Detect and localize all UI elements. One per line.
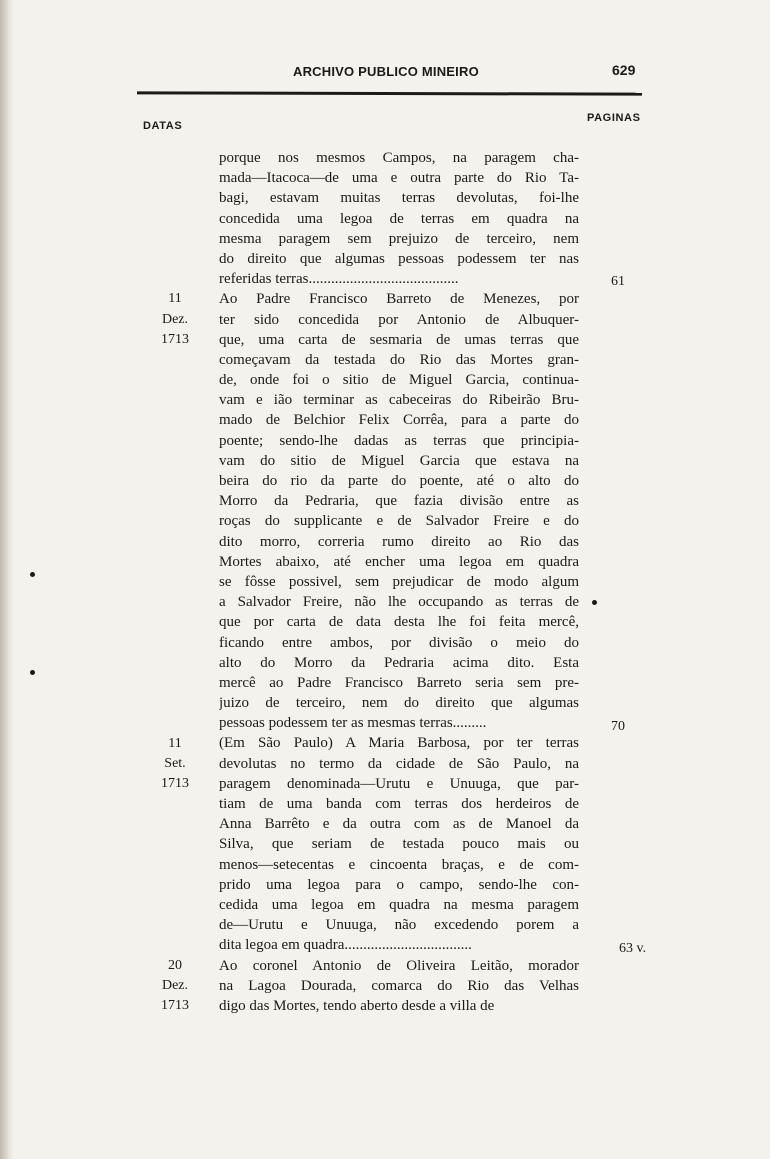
text-line: roças do supplicante e de Salvador Freire e do xyxy=(219,513,579,530)
text-line: concedida uma legoa de terras em quadra na xyxy=(219,210,579,227)
entry-date: 11 xyxy=(168,291,182,307)
entry-date: Dez. xyxy=(161,311,189,327)
page-reference: 63 v. xyxy=(619,940,647,956)
text-line: que por carta de data desta lhe foi feita mercê, xyxy=(219,614,579,631)
text-line: Anna Barrêto e da outra com as de Manoel da xyxy=(219,816,579,833)
text-line: Morro da Pedraria, que fazia divisão entre as xyxy=(219,493,579,510)
pages-column-label: PAGINAS xyxy=(587,112,641,124)
text-line: paragem denominada—Urutu e Unuuga, que par- xyxy=(219,775,579,792)
text-line: começavam da testada do Rio das Mortes gran- xyxy=(219,351,579,368)
entry-date: Dez. xyxy=(161,978,189,994)
text-line: prido uma legoa para o campo, sendo-lhe con- xyxy=(219,876,579,893)
text-line: alto do Morro da Pedraria acima dito. Esta xyxy=(219,654,579,671)
dates-column-label: DATAS xyxy=(143,120,183,132)
text-line: de—Urutu e Unuuga, não excedendo porem a xyxy=(219,917,579,934)
body-text xyxy=(219,148,579,1016)
text-line: porque nos mesmos Campos, na paragem cha- xyxy=(219,150,579,166)
text-line: de, onde foi o sitio de Miguel Garcia, continua- xyxy=(219,372,579,389)
text-line: que, uma carta de sesmaria de umas terras que xyxy=(219,331,579,348)
entry-date: 1713 xyxy=(161,331,189,347)
page-number: 629 xyxy=(612,62,636,78)
text-line: beira do rio da parte do poente, até o alto do xyxy=(219,473,579,489)
entry-date: Set. xyxy=(164,756,186,771)
text-line: Ao Padre Francisco Barreto de Menezes, por xyxy=(219,291,579,308)
text-line: mercê ao Padre Francisco Barreto seria sem pre- xyxy=(219,674,579,691)
text-line: ter sido concedida por Antonio de Albuquer- xyxy=(219,311,579,328)
entry-date: 11 xyxy=(168,735,182,751)
text-line: dito morro, correria rumo direito ao Rio das xyxy=(219,533,579,550)
header-rule xyxy=(137,91,642,95)
text-line: (Em São Paulo) A Maria Barbosa, por ter terras xyxy=(219,735,579,752)
text-line: Ao coronel Antonio de Oliveira Leitão, morador xyxy=(219,957,579,974)
text-line: cedida uma legoa em quadra na mesma paragem xyxy=(219,896,579,913)
text-line: Mortes abaixo, até encher uma legoa em quadra xyxy=(219,553,579,570)
text-line: vam do sitio de Miguel Garcia que estava na xyxy=(219,452,579,469)
entry-date: 1713 xyxy=(161,998,189,1014)
page-edge-shadow xyxy=(0,0,14,1159)
text-line: do direito que algumas pessoas podessem ter nas xyxy=(219,250,579,267)
text-line: referidas terras........................................ xyxy=(219,271,459,288)
text-line: se fôsse possivel, sem prejudicar de modo algum xyxy=(219,573,579,590)
running-title: ARCHIVO PUBLICO MINEIRO xyxy=(293,64,479,79)
text-line: dita legoa em quadra.................................. xyxy=(219,937,472,954)
text-line: menos—setecentas e cincoenta braças, e de com- xyxy=(219,856,579,873)
entry-date: 1713 xyxy=(161,776,189,792)
text-line: juizo de terceiro, nem do direito que algumas xyxy=(219,695,579,712)
entry-date: 20 xyxy=(168,958,182,973)
text-line: Silva, que seriam de testada pouco mais ou xyxy=(219,836,579,853)
page-reference: 61 xyxy=(611,274,625,290)
text-line: mada—Itacoca—de uma e outra parte do Rio Ta- xyxy=(219,170,579,187)
text-line: pessoas podessem ter as mesmas terras......... xyxy=(219,715,487,732)
margin-dot xyxy=(592,600,597,605)
text-line: tiam de uma banda com terras dos herdeiros de xyxy=(219,796,579,812)
text-line: na Lagoa Dourada, comarca do Rio das Velhas xyxy=(219,977,579,994)
text-line: ficando entre ambos, por divisão o meio do xyxy=(219,634,579,651)
margin-dot xyxy=(30,670,35,675)
text-line: mesma paragem sem prejuizo de terceiro, nem xyxy=(219,230,579,247)
text-line: mado de Belchior Felix Corrêa, para a parte do xyxy=(219,412,579,429)
text-line: vam e ião terminar as cabeceiras do Ribeirão Bru- xyxy=(219,392,579,409)
text-line: digo das Mortes, tendo aberto desde a villa de xyxy=(219,997,495,1014)
page-reference: 70 xyxy=(611,718,625,734)
text-line: poente; sendo-lhe dadas as terras que principia- xyxy=(219,432,579,449)
margin-dot xyxy=(30,572,35,577)
text-line: a Salvador Freire, não lhe occupando as terras de xyxy=(219,594,579,611)
text-line: bagi, estavam muitas terras devolutas, foi-lhe xyxy=(219,190,579,207)
text-line: devolutas no termo da cidade de São Paulo, na xyxy=(219,755,579,772)
